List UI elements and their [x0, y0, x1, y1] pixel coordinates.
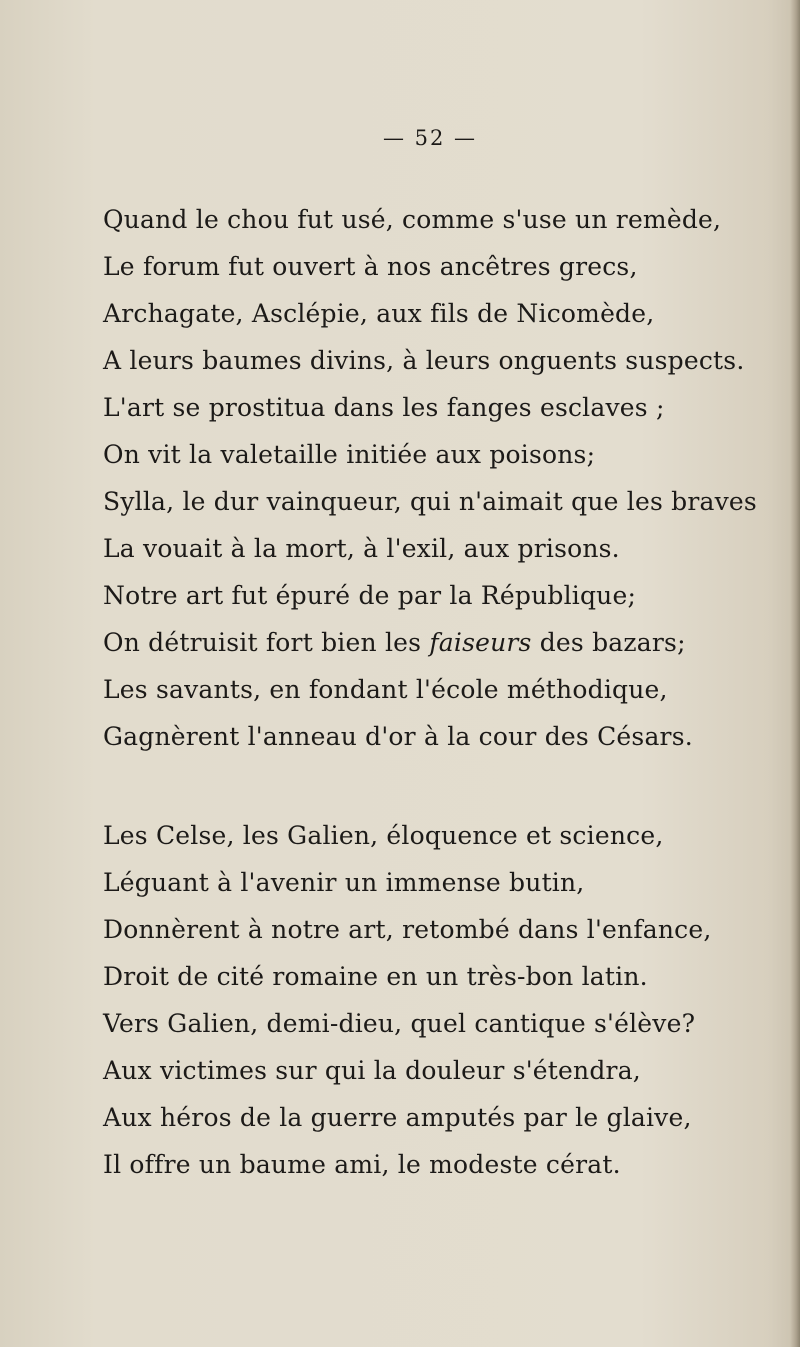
- verse-line: Donnèrent à notre art, retombé dans l'enfance,: [103, 915, 712, 944]
- verse-line: Archagate, Asclépie, aux fils de Nicomède,: [103, 299, 655, 328]
- verse-line: [103, 619, 757, 666]
- verse-line: La vouait à la mort, à l'exil, aux prisons.: [103, 534, 620, 563]
- page-number: — 52 —: [382, 126, 478, 150]
- verse-line: Les savants, en fondant l'école méthodique,: [103, 675, 668, 704]
- verse-line: Léguant à l'avenir un immense butin,: [103, 868, 585, 897]
- verse-line: Gagnèrent l'anneau d'or à la cour des Césars.: [103, 722, 693, 751]
- verse-text: des bazars;: [531, 628, 686, 657]
- verse-line: Il offre un baume ami, le modeste cérat.: [103, 1150, 621, 1179]
- verse-line: Le forum fut ouvert à nos ancêtres grecs,: [103, 252, 638, 281]
- verse-line: Aux victimes sur qui la douleur s'étendra,: [103, 1056, 641, 1085]
- verse-text: On détruisit fort bien les: [103, 628, 430, 657]
- verse-line: A leurs baumes divins, à leurs onguents suspects.: [103, 346, 745, 375]
- verse-line: Aux héros de la guerre amputés par le glaive,: [103, 1103, 692, 1132]
- verse-line: Notre art fut épuré de par la République;: [103, 581, 637, 610]
- italic-word: faiseurs: [429, 628, 532, 657]
- page-edge-shadow: [790, 0, 800, 1347]
- verse-line: Sylla, le dur vainqueur, qui n'aimait que les braves: [103, 487, 757, 516]
- verse-line: Quand le chou fut usé, comme s'use un remède,: [103, 205, 722, 234]
- verse-line: Vers Galien, demi-dieu, quel cantique s'élève?: [103, 1009, 696, 1038]
- verse-line: On vit la valetaille initiée aux poisons;: [103, 440, 596, 469]
- verse-line: Droit de cité romaine en un très-bon latin.: [103, 962, 648, 991]
- stanza-1: [103, 196, 757, 760]
- verse-line: L'art se prostitua dans les fanges esclaves ;: [103, 393, 665, 422]
- verse-line: Les Celse, les Galien, éloquence et science,: [103, 821, 664, 850]
- stanza-2: [103, 812, 712, 1188]
